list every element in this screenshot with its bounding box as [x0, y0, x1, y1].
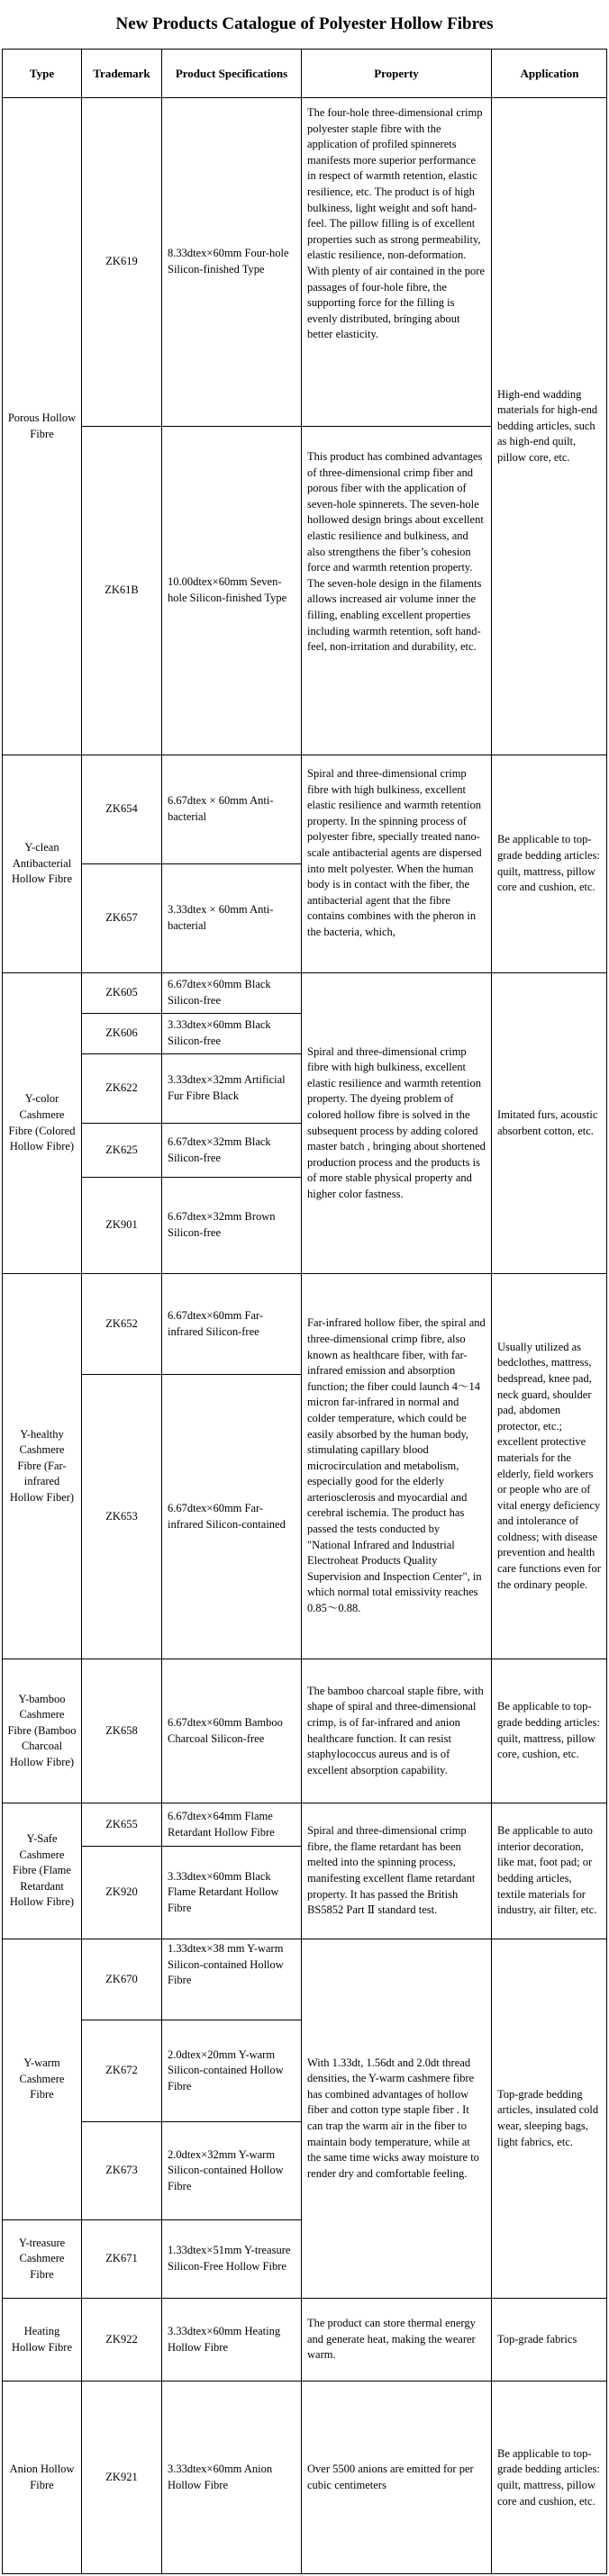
- trademark-zk922: ZK922: [81, 2298, 161, 2381]
- application-yhealthy: Usually utilized as bedclothes, mattress, bedspread, knee pad, neck guard, shoulder pad, abdomen protector, etc.; excellent protective materials for the elderly, field workers or people who are of vital energy deficiency and intolerance of coldness; with disease prevention and health care functions even for the ordinary people.: [491, 1273, 607, 1659]
- trademark-zk921: ZK921: [81, 2381, 161, 2574]
- application-ybamboo: Be applicable to top-grade bedding articles: quilt, mattress, pillow core, cushion, etc.: [491, 1659, 607, 1803]
- spec-zk657: 3.33dtex × 60mm Anti-bacterial: [161, 863, 301, 972]
- trademark-zk605: ZK605: [81, 972, 161, 1013]
- application-anion: Be applicable to top-grade bedding articles: quilt, mattress, pillow core and cushion, etc.: [491, 2381, 607, 2574]
- type-ysafe: Y-Safe Cashmere Fibre (Flame Retardant Hollow Fibre): [2, 1803, 81, 1939]
- spec-zk605: 6.67dtex×60mm Black Silicon-free: [161, 972, 301, 1013]
- trademark-zk606: ZK606: [81, 1013, 161, 1053]
- trademark-zk673: ZK673: [81, 2121, 161, 2219]
- trademark-zk920: ZK920: [81, 1846, 161, 1939]
- property-ywarm: With 1.33dt, 1.56dt and 2.0dt thread densities, the Y-warm cashmere fibre has combined advantages of hollow fiber and cotton type staple fiber . It can trap the warm air in the fiber to maintain body temperature, while at the same time wicks away moisture to render dry and comfortable feeling.: [301, 1939, 491, 2298]
- type-ytreasure: Y-treasure Cashmere Fibre: [2, 2219, 81, 2298]
- spec-zk654: 6.67dtex × 60mm Anti-bacterial: [161, 755, 301, 863]
- spec-zk61b: 10.00dtex×60mm Seven-hole Silicon-finished Type: [161, 426, 301, 755]
- property-ycolor: Spiral and three-dimensional crimp fibre with high bulkiness, excellent elastic resilience and warmth retention property. The dyeing problem of colored hollow fibre is solved in the subsequent process by adding colored master batch , bringing about shortened production process and the products is of more stable physical property and higher color fastness.: [301, 972, 491, 1273]
- spec-zk625: 6.67dtex×32mm Black Silicon-free: [161, 1123, 301, 1177]
- catalogue-title: New Products Catalogue of Polyester Hollow Fibres: [115, 14, 494, 33]
- spec-zk619: 8.33dtex×60mm Four-hole Silicon-finished Type: [161, 97, 301, 426]
- spec-zk653: 6.67dtex×60mm Far-infrared Silicon-contained: [161, 1374, 301, 1659]
- type-yclean: Y-clean Antibacterial Hollow Fibre: [2, 755, 81, 972]
- property-yhealthy: Far-infrared hollow fiber, the spiral and three-dimensional crimp fibre, also known as healthcare fiber, with far-infrared emission and absorption function; the fiber could launch 4～14 micron far-infrared in normal and colder temperature, which could be easily absorbed by the human body, stimulating capillary blood microcirculation and metabolism, especially good for the elderly arteriosclerosis and myocardial and cerebral ischemia. The product has passed the tests conducted by "National Infrared and Industrial Electroheat Products Quality Supervision and Inspection Center", in which normal total emissivity reaches 0.85～0.88.: [301, 1273, 491, 1659]
- application-heating: Top-grade fabrics: [491, 2298, 607, 2381]
- trademark-zk622: ZK622: [81, 1053, 161, 1123]
- property-ysafe: Spiral and three-dimensional crimp fibre, the flame retardant has been melted into the spinning process, manifesting excellent flame retardant property. It has passed the British BS5852 Part Ⅱ standard test.: [301, 1803, 491, 1939]
- spec-zk670: 1.33dtex×38 mm Y-warm Silicon-contained Hollow Fibre: [161, 1939, 301, 2020]
- trademark-zk654: ZK654: [81, 755, 161, 863]
- spec-zk672: 2.0dtex×20mm Y-warm Silicon-contained Hollow Fibre: [161, 2020, 301, 2121]
- type-ywarm: Y-warm Cashmere Fibre: [2, 1939, 81, 2219]
- trademark-zk61b: ZK61B: [81, 426, 161, 755]
- type-yhealthy: Y-healthy Cashmere Fibre (Far-infrared Hollow Fiber): [2, 1273, 81, 1659]
- application-yclean: Be applicable to top-grade bedding articles: quilt, mattress, pillow core and cushion, etc.: [491, 755, 607, 972]
- catalogue-table: [2, 49, 607, 2574]
- application-ywarm: Top-grade bedding articles, insulated cold wear, sleeping bags, light fabrics, etc.: [491, 1939, 607, 2298]
- spec-zk671: 1.33dtex×51mm Y-treasure Silicon-Free Hollow Fibre: [161, 2219, 301, 2298]
- trademark-zk657: ZK657: [81, 863, 161, 972]
- header-property: Property: [301, 49, 491, 97]
- header-specifications: Product Specifications: [161, 49, 301, 97]
- property-zk61b: This product has combined advantages of three-dimensional crimp fiber and porous fiber with the application of seven-hole spinnerets. The seven-hole hollowed design brings about excellent elastic resilience and bulkiness, and also strengthens the fiber’s cohesion force and warmth retention property. The seven-hole design in the filaments allows increased air volume inner the filling, enabling excellent properties including warmth retention, soft hand-feel, non-irritation and durability, etc.: [301, 426, 491, 755]
- type-porous: Porous Hollow Fibre: [2, 97, 81, 755]
- trademark-zk672: ZK672: [81, 2020, 161, 2121]
- spec-zk622: 3.33dtex×32mm Artificial Fur Fibre Black: [161, 1053, 301, 1123]
- type-anion: Anion Hollow Fibre: [2, 2381, 81, 2574]
- header-type: Type: [2, 49, 81, 97]
- spec-zk606: 3.33dtex×60mm Black Silicon-free: [161, 1013, 301, 1053]
- type-ycolor: Y-color Cashmere Fibre (Colored Hollow Fibre): [2, 972, 81, 1273]
- trademark-zk670: ZK670: [81, 1939, 161, 2020]
- spec-zk921: 3.33dtex×60mm Anion Hollow Fibre: [161, 2381, 301, 2574]
- spec-zk658: 6.67dtex×60mm Bamboo Charcoal Silicon-free: [161, 1659, 301, 1803]
- property-anion: Over 5500 anions are emitted for per cubic centimeters: [301, 2381, 491, 2574]
- trademark-zk901: ZK901: [81, 1177, 161, 1273]
- trademark-zk658: ZK658: [81, 1659, 161, 1803]
- header-trademark: Trademark: [81, 49, 161, 97]
- trademark-zk653: ZK653: [81, 1374, 161, 1659]
- application-porous: High-end wadding materials for high-end bedding articles, such as high-end quilt, pillow core, etc.: [491, 97, 607, 755]
- spec-zk901: 6.67dtex×32mm Brown Silicon-free: [161, 1177, 301, 1273]
- type-heating: Heating Hollow Fibre: [2, 2298, 81, 2381]
- trademark-zk655: ZK655: [81, 1803, 161, 1846]
- spec-zk673: 2.0dtex×32mm Y-warm Silicon-contained Hollow Fibre: [161, 2121, 301, 2219]
- property-zk619: The four-hole three-dimensional crimp polyester staple fibre with the application of profiled spinnerets manifests more superior performance in respect of warmth retention, elastic resilience, etc. The product is of high bulkiness, light weight and soft hand-feel. The pillow filling is of excellent properties such as strong permeability, elastic resilience, non-deformation. With plenty of air contained in the pore passages of four-hole fibre, the supporting force for the filling is evenly distributed, bringing about better elasticity.: [301, 97, 491, 426]
- trademark-zk671: ZK671: [81, 2219, 161, 2298]
- property-ybamboo: The bamboo charcoal staple fibre, with shape of spiral and three-dimensional crimp, is of far-infrared and anion healthcare function. It can resist staphylococcus aureus and is of excellent absorption capability.: [301, 1659, 491, 1803]
- trademark-zk652: ZK652: [81, 1273, 161, 1374]
- application-ysafe: Be applicable to auto interior decoration, like mat, foot pad; or bedding articles, textile materials for industry, air filter, etc.: [491, 1803, 607, 1939]
- spec-zk652: 6.67dtex×60mm Far-infrared Silicon-free: [161, 1273, 301, 1374]
- spec-zk655: 6.67dtex×64mm Flame Retardant Hollow Fibre: [161, 1803, 301, 1846]
- type-ybamboo: Y-bamboo Cashmere Fibre (Bamboo Charcoal Hollow Fibre): [2, 1659, 81, 1803]
- spec-zk922: 3.33dtex×60mm Heating Hollow Fibre: [161, 2298, 301, 2381]
- trademark-zk619: ZK619: [81, 97, 161, 426]
- trademark-zk625: ZK625: [81, 1123, 161, 1177]
- property-heating: The product can store thermal energy and generate heat, making the wearer warm.: [301, 2298, 491, 2381]
- property-yclean: Spiral and three-dimensional crimp fibre with high bulkiness, excellent elastic resilience and warmth retention property. In the spinning process of polyester fibre, specially treated nano-scale antibacterial agents are dispersed into melt polyester. When the human body is in contact with the fiber, the antibacterial agent that the fibre contains combines with the pheron in the bacteria, which,: [301, 755, 491, 972]
- spec-zk920: 3.33dtex×60mm Black Flame Retardant Hollow Fibre: [161, 1846, 301, 1939]
- header-application: Application: [491, 49, 607, 97]
- application-ycolor: Imitated furs, acoustic absorbent cotton, etc.: [491, 972, 607, 1273]
